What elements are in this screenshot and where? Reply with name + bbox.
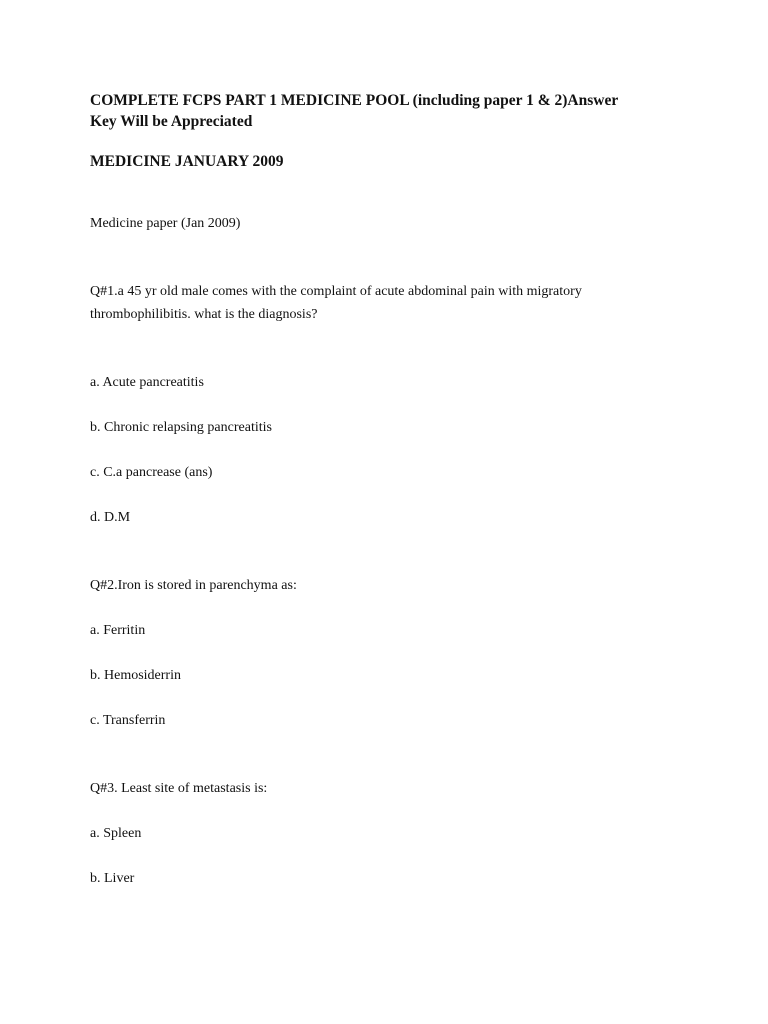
question-1-option-d: d. D.M [90, 510, 131, 525]
question-1-stem-line-2: thrombophilibitis. what is the diagnosis? [90, 307, 318, 322]
question-2-option-c: c. Transferrin [90, 713, 166, 728]
document-title-line-2: Key Will be Appreciated [90, 113, 253, 130]
question-2-option-b: b. Hemosiderrin [90, 668, 181, 683]
question-1-option-b: b. Chronic relapsing pancreatitis [90, 420, 272, 435]
question-2-stem: Q#2.Iron is stored in parenchyma as: [90, 578, 297, 593]
question-3-stem: Q#3. Least site of metastasis is: [90, 781, 268, 796]
paper-label: Medicine paper (Jan 2009) [90, 216, 241, 231]
question-1-stem-line-1: Q#1.a 45 yr old male comes with the complaint of acute abdominal pain with migratory [90, 284, 582, 299]
question-3-option-b: b. Liver [90, 871, 135, 886]
question-3-option-a: a. Spleen [90, 826, 142, 841]
section-heading: MEDICINE JANUARY 2009 [90, 153, 284, 170]
question-1-option-a: a. Acute pancreatitis [90, 375, 204, 390]
question-2-option-a: a. Ferritin [90, 623, 146, 638]
question-1-option-c: c. C.a pancrease (ans) [90, 465, 213, 480]
document-title-line-1: COMPLETE FCPS PART 1 MEDICINE POOL (including paper 1 & 2)Answer [90, 92, 619, 109]
